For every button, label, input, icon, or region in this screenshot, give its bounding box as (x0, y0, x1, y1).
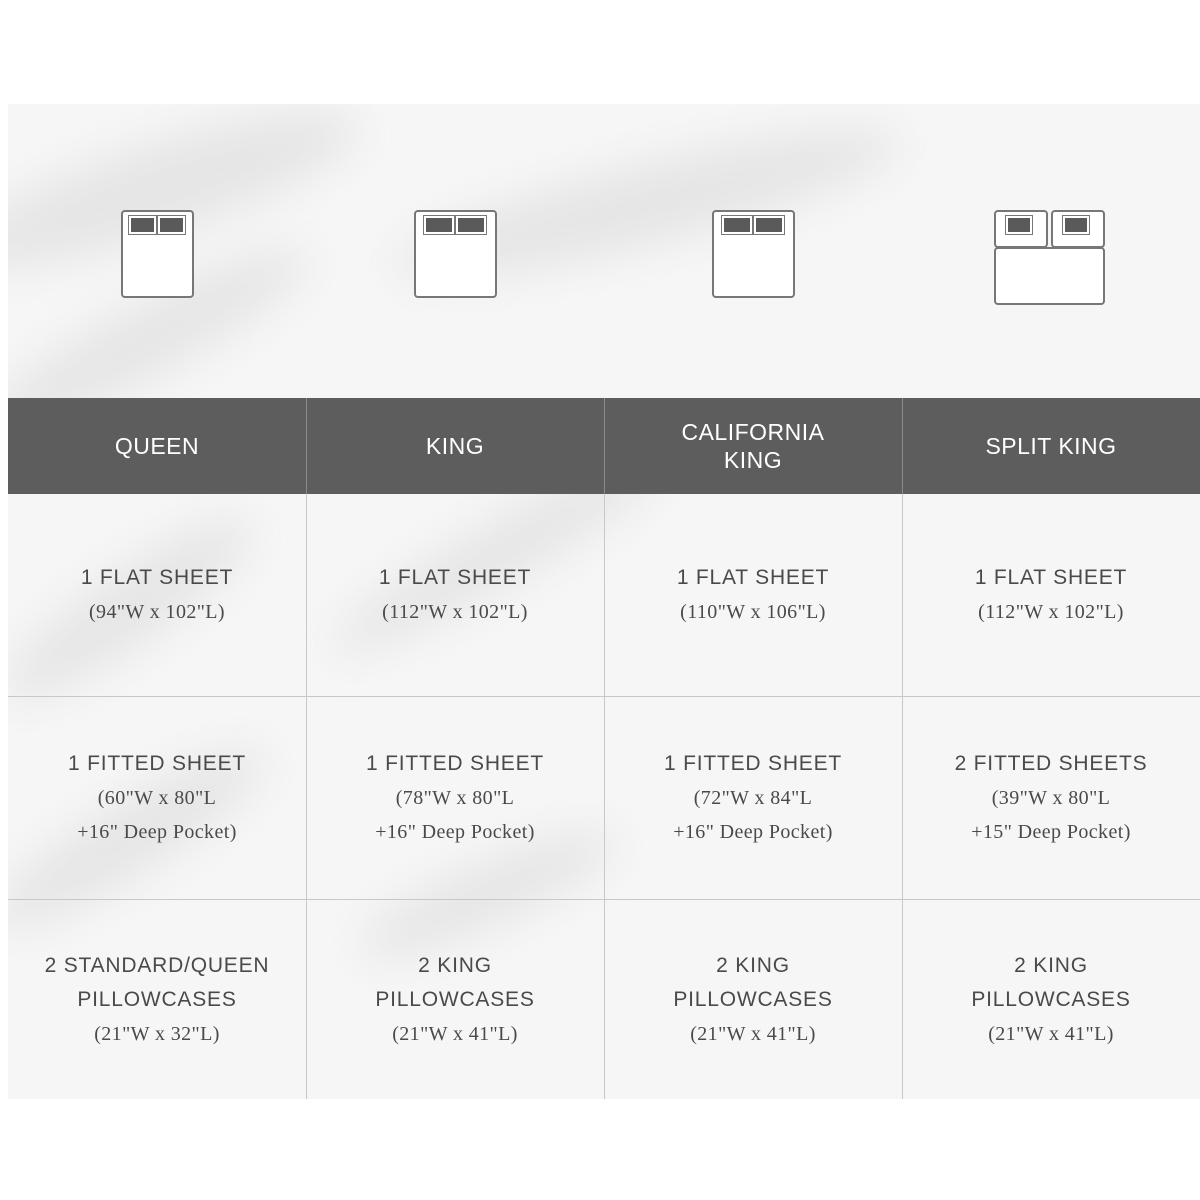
table-cell (902, 494, 1200, 696)
table-cell (604, 900, 902, 1099)
item-dimensions: (72"W x 84"L (693, 787, 813, 809)
item-subtitle: PILLOWCASES (375, 988, 535, 1011)
item-dimensions: (110"W x 106"L) (680, 601, 826, 623)
table-cell (604, 494, 902, 696)
item-title: 1 FITTED SHEET (67, 752, 247, 775)
size-chart-panel (8, 104, 1200, 1099)
item-subtitle: PILLOWCASES (971, 988, 1131, 1011)
double-bed-icon (121, 210, 194, 298)
bed-icons-row (8, 104, 1200, 398)
item-title: 2 FITTED SHEETS (954, 752, 1148, 775)
table-cell (306, 697, 604, 899)
table-cell (604, 697, 902, 899)
table-cell (306, 900, 604, 1099)
table-cell (306, 494, 604, 696)
item-subtitle: PILLOWCASES (77, 988, 237, 1011)
item-pocket: +15" Deep Pocket) (971, 821, 1131, 843)
item-dimensions: (94"W x 102"L) (89, 601, 225, 623)
item-pocket: +16" Deep Pocket) (77, 821, 237, 843)
table-cell (8, 697, 306, 899)
item-dimensions: (21"W x 32"L) (94, 1023, 220, 1045)
item-dimensions: (112"W x 102"L) (382, 601, 528, 623)
table-cell (8, 900, 306, 1099)
item-dimensions: (112"W x 102"L) (978, 601, 1124, 623)
item-pocket: +16" Deep Pocket) (375, 821, 535, 843)
header-king: KING (425, 433, 485, 459)
item-dimensions: (78"W x 80"L (395, 787, 515, 809)
item-pocket: +16" Deep Pocket) (673, 821, 833, 843)
item-title: 2 KING (418, 954, 492, 977)
item-dimensions: (60"W x 80"L (97, 787, 217, 809)
item-subtitle: PILLOWCASES (673, 988, 833, 1011)
double-bed-icon (712, 210, 795, 298)
item-title: 2 KING (716, 954, 790, 977)
item-title: 1 FITTED SHEET (365, 752, 545, 775)
item-title: 1 FLAT SHEET (378, 566, 532, 589)
header-queen: QUEEN (114, 433, 200, 459)
item-dimensions: (39"W x 80"L (991, 787, 1111, 809)
item-dimensions: (21"W x 41"L) (392, 1023, 518, 1045)
california-king-icon-cell (604, 104, 902, 398)
item-title: 2 STANDARD/QUEEN (44, 954, 270, 977)
item-dimensions: (21"W x 41"L) (988, 1023, 1114, 1045)
column-divider (604, 494, 605, 1099)
king-icon-cell (306, 104, 604, 398)
item-title: 1 FITTED SHEET (663, 752, 843, 775)
split-king-icon-cell (902, 104, 1200, 398)
header-split-king: SPLIT KING (985, 433, 1117, 459)
table-header-row (8, 398, 1200, 494)
double-bed-icon (414, 210, 497, 298)
table-cell (902, 697, 1200, 899)
queen-icon-cell (8, 104, 306, 398)
table-cell (902, 900, 1200, 1099)
column-divider (306, 494, 307, 1099)
item-title: 1 FLAT SHEET (974, 566, 1128, 589)
item-dimensions: (21"W x 41"L) (690, 1023, 816, 1045)
item-title: 1 FLAT SHEET (80, 566, 234, 589)
table-cell (8, 494, 306, 696)
column-divider (902, 494, 903, 1099)
item-title: 1 FLAT SHEET (676, 566, 830, 589)
item-title: 2 KING (1014, 954, 1088, 977)
header-california-king: CALIFORNIA KING (681, 419, 825, 473)
